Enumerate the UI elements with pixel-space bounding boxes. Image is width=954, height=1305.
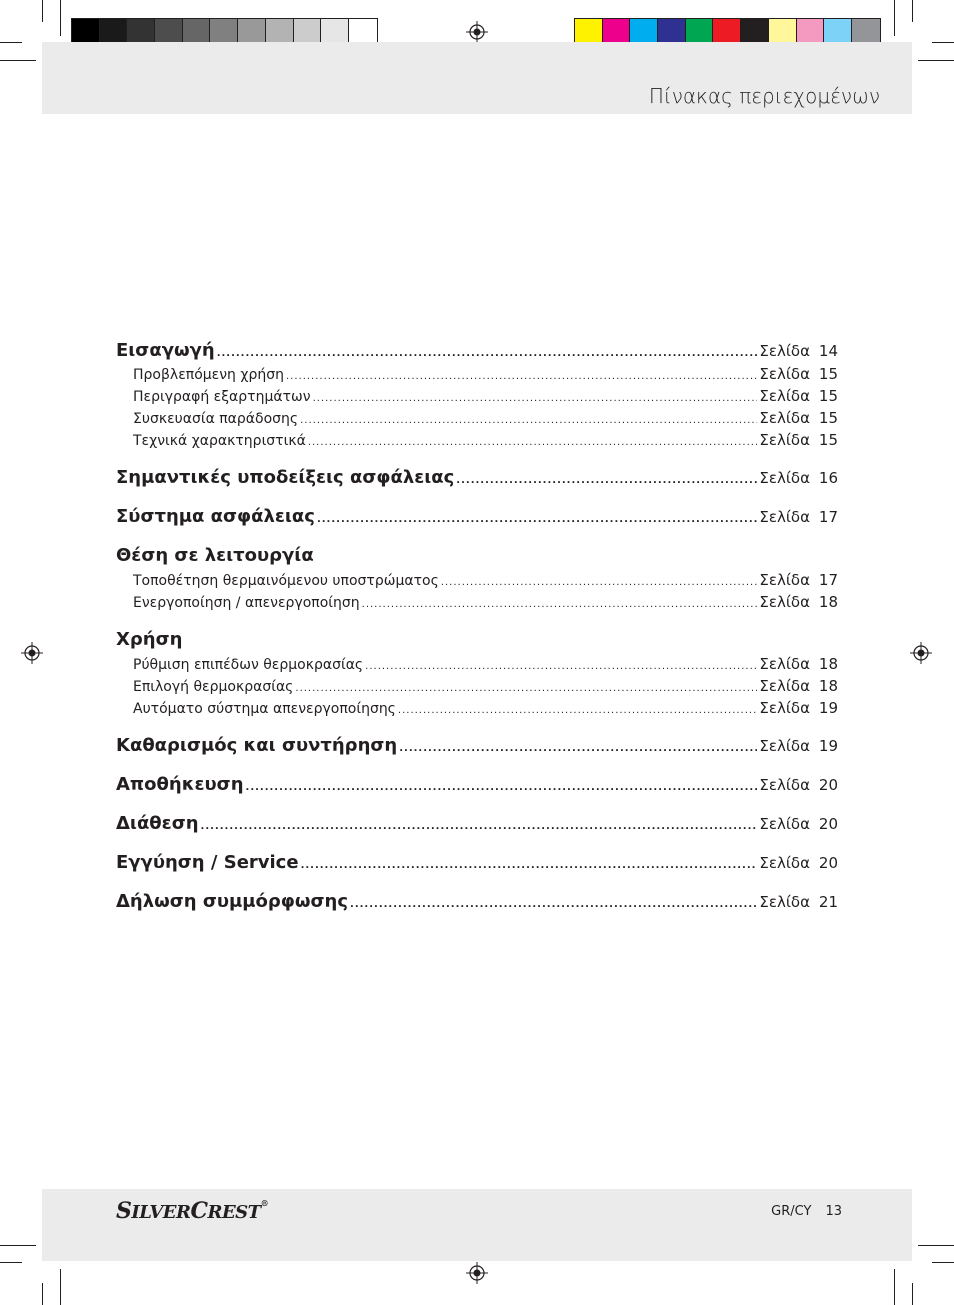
toc-entry[interactable] [116, 891, 838, 912]
page-title: Πίνακας περιεχομένων [648, 84, 880, 108]
dot-leader [456, 475, 757, 486]
registration-mark-icon [910, 642, 932, 664]
toc-page-reference [759, 655, 838, 673]
page-word: Σελίδα [759, 655, 810, 673]
toc-page-number: 18 [818, 593, 838, 611]
crop-mark [918, 60, 954, 61]
toc-entry[interactable] [116, 852, 838, 873]
dot-leader [286, 371, 757, 382]
dot-leader [350, 899, 757, 910]
toc-page-number: 14 [818, 342, 838, 360]
crop-mark [918, 1245, 954, 1246]
toc-page-number: 16 [818, 469, 838, 487]
toc-entry-title: Σύστημα ασφάλειας [116, 506, 315, 527]
toc-page-number: 15 [818, 431, 838, 449]
crop-mark [0, 1245, 36, 1246]
toc-entry-title: Επιλογή θερμοκρασίας [133, 679, 294, 695]
crop-mark [912, 0, 913, 22]
page-number: 13 [825, 1204, 842, 1219]
toc-entry[interactable] [116, 506, 838, 527]
toc-section-heading: Θέση σε λειτουργία [116, 545, 314, 566]
toc-entry[interactable] [116, 340, 838, 361]
toc-entry-title: Καθαρισμός και συντήρηση [116, 735, 398, 756]
toc-subentry[interactable] [116, 571, 838, 589]
page-word: Σελίδα [759, 571, 810, 589]
toc-page-number: 15 [818, 365, 838, 383]
toc-page-number: 18 [818, 677, 838, 695]
toc-page-number: 18 [818, 655, 838, 673]
toc-entry-title: Εισαγωγή [116, 340, 215, 361]
crop-mark [0, 42, 22, 43]
crop-mark [60, 0, 61, 36]
toc-entry-title: Περιγραφή εξαρτημάτων [133, 389, 311, 405]
toc-subentry[interactable] [116, 387, 838, 405]
toc-page-reference [759, 365, 838, 383]
toc-entry-title: Τεχνικά χαρακτηριστικά [133, 433, 306, 449]
dot-leader [217, 348, 758, 359]
toc-page-number: 15 [818, 387, 838, 405]
dot-leader [301, 860, 758, 871]
crop-mark [60, 1269, 61, 1305]
toc-entry-title: Εγγύηση / Service [116, 852, 299, 873]
toc-page-reference [759, 815, 838, 833]
toc-entry-title: Σημαντικές υποδείξεις ασφάλειας [116, 467, 455, 488]
toc-entry-title: Ενεργοποίηση / απενεργοποίηση [133, 595, 360, 611]
toc-entry-title: Αποθήκευση [116, 774, 244, 795]
footer-info [771, 1204, 842, 1219]
toc-page-number: 21 [818, 893, 838, 911]
logo-letter: S [116, 1198, 132, 1224]
toc-entry-title: Ρύθμιση επιπέδων θερμοκρασίας [133, 657, 364, 673]
region-code: GR/CY [771, 1204, 812, 1219]
dot-leader [313, 393, 758, 404]
logo-text: ILVER [131, 1202, 191, 1223]
toc-page-number: 17 [818, 508, 838, 526]
toc-page-reference [759, 854, 838, 872]
toc-page-reference [759, 699, 838, 717]
toc-entry[interactable] [116, 813, 838, 834]
toc-page-reference [759, 776, 838, 794]
logo-letter: C [190, 1198, 208, 1224]
toc-page-number: 19 [818, 737, 838, 755]
toc-section-heading: Χρήση [116, 629, 183, 650]
page-word: Σελίδα [759, 469, 810, 487]
crop-mark [932, 42, 954, 43]
page-word: Σελίδα [759, 365, 810, 383]
toc-page-reference [759, 593, 838, 611]
dot-leader [365, 661, 757, 672]
registration-mark-icon [466, 1262, 488, 1284]
dot-leader [441, 577, 758, 588]
toc-entry-title: Συσκευασία παράδοσης [133, 411, 299, 427]
dot-leader [317, 514, 757, 525]
dot-leader [399, 743, 757, 754]
toc-subentry[interactable] [116, 593, 838, 611]
page-word: Σελίδα [759, 699, 810, 717]
toc-page-reference [759, 342, 838, 360]
toc-entry-title: Δήλωση συμμόρφωσης [116, 891, 349, 912]
page-word: Σελίδα [759, 409, 810, 427]
toc-entry-title: Διάθεση [116, 813, 199, 834]
dot-leader [295, 683, 757, 694]
page-word: Σελίδα [759, 815, 810, 833]
page-word: Σελίδα [759, 593, 810, 611]
dot-leader [246, 782, 758, 793]
crop-mark [0, 1262, 22, 1263]
toc-subentry[interactable] [116, 431, 838, 449]
crop-mark [894, 1269, 895, 1305]
dot-leader [201, 821, 758, 832]
toc-entry[interactable] [116, 774, 838, 795]
toc-page-reference [759, 409, 838, 427]
dot-leader [362, 599, 758, 610]
registration-mark-icon [466, 21, 488, 43]
toc-page-reference [759, 387, 838, 405]
toc-page-reference [759, 677, 838, 695]
registration-mark-icon [21, 642, 43, 664]
toc-page-number: 17 [818, 571, 838, 589]
toc-page-reference [759, 508, 838, 526]
toc-entry-title: Προβλεπόμενη χρήση [133, 367, 284, 383]
toc-subentry[interactable] [116, 409, 838, 427]
toc-page-reference [759, 893, 838, 911]
dot-leader [398, 705, 757, 716]
page-word: Σελίδα [759, 737, 810, 755]
toc-page-reference [759, 431, 838, 449]
logo-text: REST [207, 1202, 261, 1223]
toc-entry[interactable] [116, 467, 838, 488]
toc-subentry[interactable] [116, 677, 838, 695]
page-word: Σελίδα [759, 387, 810, 405]
toc-page-reference [759, 737, 838, 755]
toc-page-reference [759, 469, 838, 487]
page-word: Σελίδα [759, 508, 810, 526]
toc-page-reference [759, 571, 838, 589]
crop-mark [0, 60, 36, 61]
page-word: Σελίδα [759, 342, 810, 360]
dot-leader [308, 437, 758, 448]
crop-mark [42, 1283, 43, 1305]
toc-page-number: 19 [818, 699, 838, 717]
toc-subentry[interactable] [116, 655, 838, 673]
crop-mark [912, 1283, 913, 1305]
toc-entry[interactable] [116, 735, 838, 756]
toc-page-number: 20 [818, 815, 838, 833]
page-word: Σελίδα [759, 677, 810, 695]
toc-page-number: 20 [818, 776, 838, 794]
crop-mark [932, 1262, 954, 1263]
toc-entry-title: Αυτόματο σύστημα απενεργοποίησης [133, 701, 396, 717]
page-word: Σελίδα [759, 431, 810, 449]
toc-subentry[interactable] [116, 365, 838, 383]
registered-mark: ® [260, 1198, 269, 1208]
crop-mark [42, 0, 43, 22]
toc-entry-title: Τοποθέτηση θερμαινόμενου υποστρώματος [133, 573, 439, 589]
page-word: Σελίδα [759, 893, 810, 911]
dot-leader [300, 415, 757, 426]
page-word: Σελίδα [759, 854, 810, 872]
toc-page-number: 15 [818, 409, 838, 427]
toc-subentry[interactable] [116, 699, 838, 717]
page-word: Σελίδα [759, 776, 810, 794]
toc-page-number: 20 [818, 854, 838, 872]
crop-mark [894, 0, 895, 36]
table-of-contents [116, 340, 838, 912]
brand-logo [116, 1198, 268, 1224]
